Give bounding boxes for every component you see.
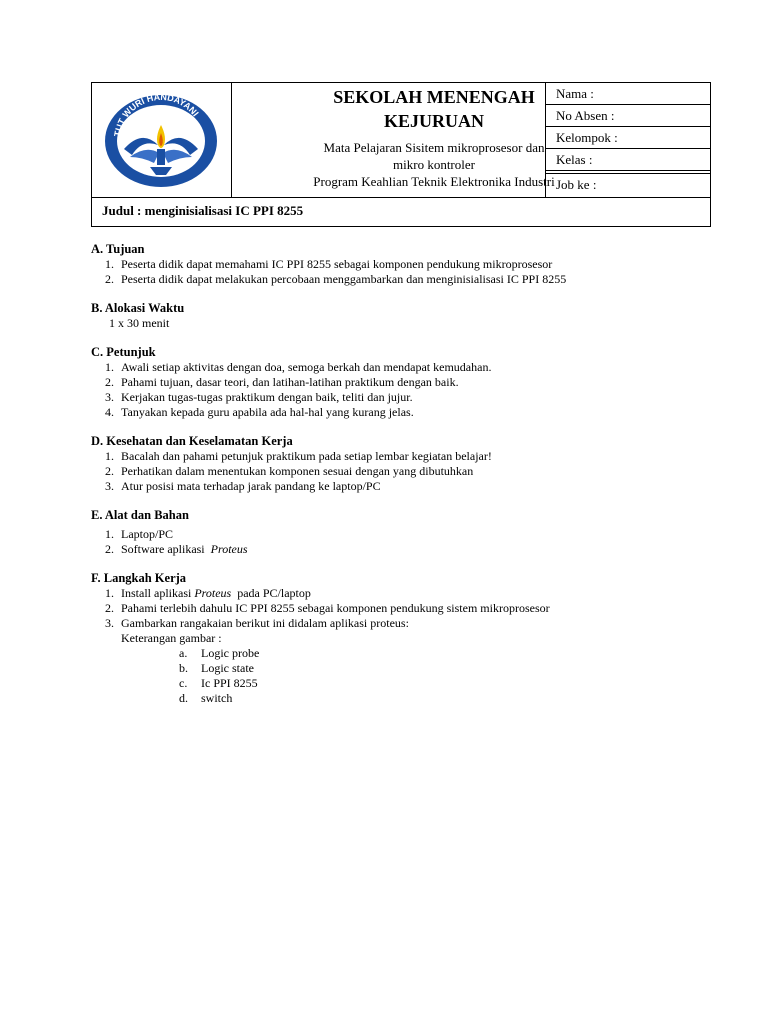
list-item: 2. Peserta didik dapat melakukan percobaan menggambarkan dan menginisialisasi IC PPI 8255 [105,272,567,286]
list-item: 4. Tanyakan kepada guru apabila ada hal-hal yang kurang jelas. [105,405,414,419]
section-a-title: A. Tujuan [91,242,145,256]
list-item: 1. Bacalah dan pahami petunjuk praktikum pada setiap lembar kegiatan belajar! [105,449,492,463]
section-d-title: D. Kesehatan dan Keselamatan Kerja [91,434,293,448]
logo-cell [92,83,232,197]
list-item: 1. Peserta didik dapat memahami IC PPI 8255 sebagai komponen pendukung mikroprosesor [105,257,553,271]
section-e-title: E. Alat dan Bahan [91,508,189,522]
tut-wuri-handayani-logo-icon [102,89,220,189]
job-ke-field[interactable]: Job ke : [546,173,711,199]
list-item: 1. Install aplikasi Proteus pada PC/laptop [105,586,311,600]
section-c-title: C. Petunjuk [91,345,156,359]
header-table [91,82,711,227]
alokasi-waktu-value: 1 x 30 menit [109,316,170,330]
worksheet-content [91,242,711,706]
list-item: c. Ic PPI 8255 [179,676,258,690]
kelas-field[interactable]: Kelas : [546,149,711,171]
list-item: a. Logic probe [179,646,260,660]
list-item: 2. Pahami terlebih dahulu IC PPI 8255 sebagai komponen pendukung sistem mikroprosesor [105,601,550,615]
subject-line1: Mata Pelajaran Sisitem mikroprosesor dan [323,140,545,155]
keterangan-label: Keterangan gambar : [121,631,222,645]
judul-row: Judul : menginisialisasi IC PPI 8255 [92,197,710,226]
no-absen-field[interactable]: No Absen : [546,105,711,127]
program-line: Program Keahlian Teknik Elektronika Industri [313,174,555,189]
subject-line2: mikro kontroler [393,157,475,172]
kelompok-field[interactable]: Kelompok : [546,127,711,149]
list-item: 3. Kerjakan tugas-tugas praktikum dengan baik, teliti dan jujur. [105,390,413,404]
list-item: 1. Laptop/PC [105,527,174,541]
student-info-cell [545,83,711,197]
section-f-title: F. Langkah Kerja [91,571,187,585]
list-item: b. Logic state [179,661,254,675]
school-name-line1: SEKOLAH MENENGAH [333,87,535,107]
list-item: 2. Software aplikasi Proteus [105,542,248,556]
list-item: 3. Atur posisi mata terhadap jarak pandang ke laptop/PC [105,479,381,493]
list-item: d. switch [179,691,233,705]
school-name-line2: KEJURUAN [383,111,484,131]
list-item: 1. Awali setiap aktivitas dengan doa, semoga berkah dan mendapat kemudahan. [105,360,492,374]
list-item: 2. Perhatikan dalam menentukan komponen sesuai dengan yang dibutuhkan [105,464,474,478]
list-item: 2. Pahami tujuan, dasar teori, dan latihan-latihan praktikum dengan baik. [105,375,459,389]
section-b-title: B. Alokasi Waktu [91,301,185,315]
logo-text: TUT WURI HANDAYANI [112,91,201,138]
nama-field[interactable]: Nama : [546,83,711,105]
list-item: 3. Gambarkan rangakaian berikut ini didalam aplikasi proteus: [105,616,409,630]
